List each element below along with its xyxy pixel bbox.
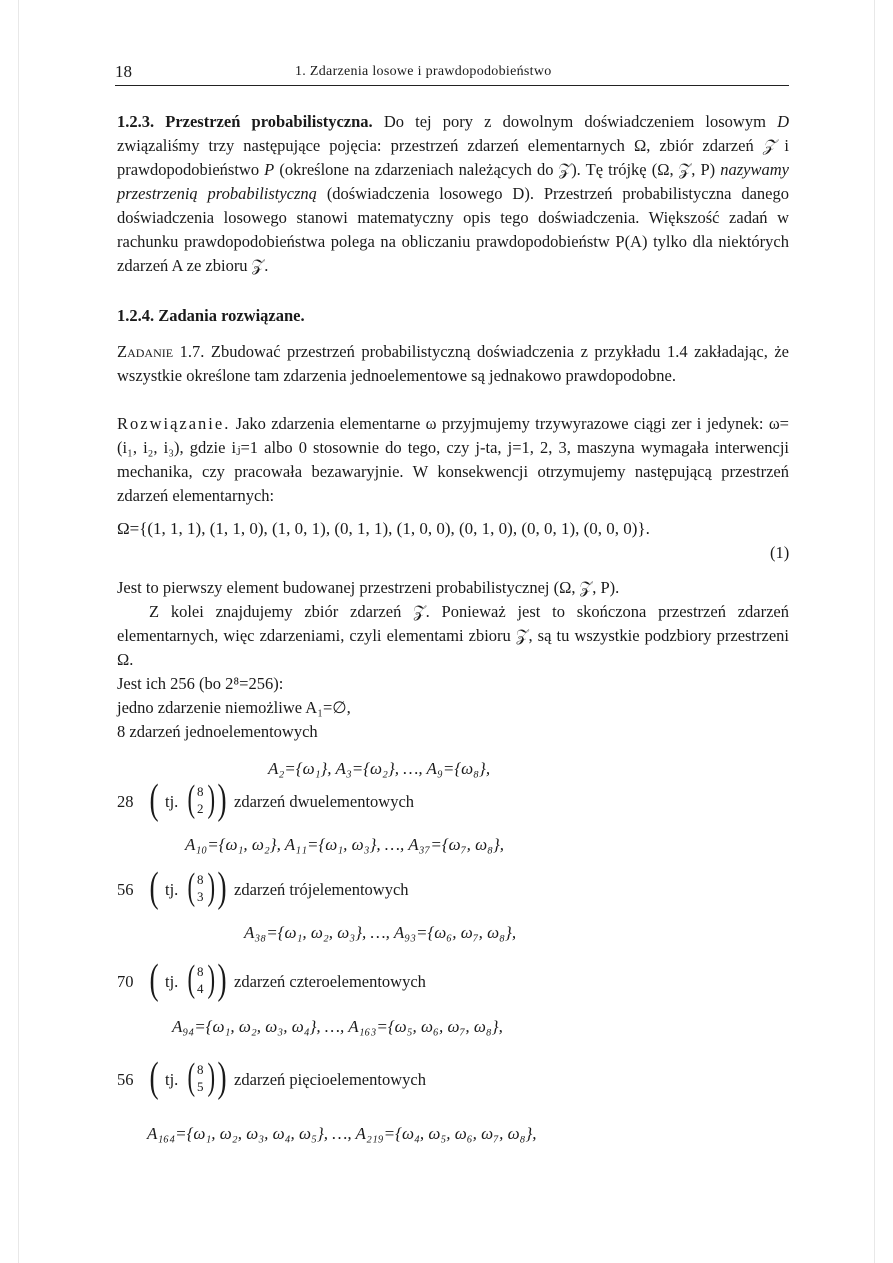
event-description: zdarzeń pięcioelementowych xyxy=(234,1070,426,1089)
formula-four-element: A₉₄={ω₁, ω₂, ω₃, ω₄}, …, A₁₆₃={ω₅, ω₆, ω₇, ω₈}, xyxy=(172,1017,503,1036)
zadanie-paragraph xyxy=(117,340,789,388)
section-heading-1-2-4: 1.2.4. Zadania rozwiązane. xyxy=(117,306,305,325)
left-paren: ( xyxy=(149,957,159,1003)
header-rule xyxy=(115,85,789,86)
binomial: ( 8 3 ) xyxy=(187,866,216,908)
formula-two-element: A₁₀={ω₁, ω₂}, A₁₁={ω₁, ω₃}, …, A₃₇={ω₇, ω₈}, xyxy=(185,835,505,854)
tj-text: tj. xyxy=(165,1070,179,1089)
one-element-events-line: 8 zdarzeń jednoelementowych xyxy=(117,722,318,741)
body-text: Do tej pory z dowolnym doświadczeniem losowym xyxy=(372,112,778,131)
tj-text: tj. xyxy=(165,792,179,811)
binom-n: 8 xyxy=(197,872,204,887)
page-edge-right xyxy=(874,0,875,1263)
italic-definition: nazywamy przestrzenią probabilistyczną xyxy=(117,160,789,203)
binomial: ( 8 5 ) xyxy=(187,1056,216,1098)
right-paren: ) xyxy=(217,777,227,823)
equation-1: Ω={(1, 1, 1), (1, 1, 0), (1, 0, 1), (0, 1, 1), (1, 0, 0), (0, 1, 0), (0, 0, 1), (0, 0, 0)}. xyxy=(117,519,650,538)
binom-k: 3 xyxy=(197,889,204,904)
zadanie-label: Zadanie xyxy=(117,342,174,361)
body-text: P xyxy=(264,160,275,179)
formula-one-element: A₂={ω₁}, A₃={ω₂}, …, A₉={ω₈}, xyxy=(268,759,491,778)
body-text: i prawdopodobieństwo xyxy=(117,136,789,179)
tj-text: tj. xyxy=(165,972,179,991)
body-text: D xyxy=(777,112,789,131)
binom-k: 5 xyxy=(197,1079,204,1094)
right-paren: ) xyxy=(217,957,227,1003)
paragraph-first-element: Jest to pierwszy element budowanej przestrzeni probabilistycznej (Ω, 𝒵, P). xyxy=(117,578,620,597)
section-1-2-3 xyxy=(117,110,789,278)
left-paren: ( xyxy=(149,1055,159,1101)
rozwiazanie-paragraph xyxy=(117,412,789,508)
body-text: 𝒵 xyxy=(762,136,776,155)
impossible-event-line: jedno zdarzenie niemożliwe A₁=∅, xyxy=(117,698,351,717)
binom-k: 2 xyxy=(197,801,204,816)
left-paren: ( xyxy=(149,777,159,823)
running-header xyxy=(115,60,789,84)
event-description: zdarzeń czteroelementowych xyxy=(234,972,426,991)
equation-number: (1) xyxy=(770,543,790,562)
event-count: 56 xyxy=(117,880,134,899)
body-text: Jako zdarzenia elementarne ω przyjmujemy trzywyrazowe ciągi zer i jedynek: ω=(i₁, i₂, i₃), gdzie iⱼ=1 albo 0 stosownie do tego, czy j-ta, j=1, 2, 3, maszyna wymagała interwencji mechanika, czy pracowała bezawaryjnie. W konsekwencji otrzymujemy następującą przestrzeń zdarzeń elementarnych: xyxy=(117,414,789,505)
body-text: (doświadczenia losowego D). Przestrzeń probabilistyczna danego doświadczenia losowego stanowi matematyczny opis tego doświadczenia. Większość zadań w rachunku prawdopodobieństwa polega na obliczaniu prawdopodobieństw P(A) tylko dla niektórych zdarzeń A ze zbioru 𝒵. xyxy=(117,184,789,275)
event-count: 70 xyxy=(117,972,134,991)
formula-five-element: A₁₆₄={ω₁, ω₂, ω₃, ω₄, ω₅}, …, A₂₁₉={ω₄, ω₅, ω₆, ω₇, ω₈}, xyxy=(147,1124,537,1143)
page-number: 18 xyxy=(115,62,132,81)
body-text: związaliśmy trzy następujące pojęcia: przestrzeń zdarzeń elementarnych Ω, zbiór zdarzeń xyxy=(117,136,763,155)
binom-n: 8 xyxy=(197,1062,204,1077)
event-count: 56 xyxy=(117,1070,134,1089)
section-heading: 1.2.3. Przestrzeń probabilistyczna. xyxy=(117,112,373,131)
running-title: 1. Zdarzenia losowe i prawdopodobieństwo xyxy=(295,64,552,79)
left-paren: ( xyxy=(149,865,159,911)
paragraph-event-set: Z kolei znajdujemy zbiór zdarzeń 𝒵. Ponieważ jest to skończona przestrzeń zdarzeń elementarnych, więc zdarzeniami, czyli elementami zbioru 𝒵, są tu wszystkie podzbiory przestrzeni Ω. xyxy=(117,602,789,669)
right-paren: ) xyxy=(217,1055,227,1101)
event-description: zdarzeń dwuelementowych xyxy=(234,792,415,811)
right-paren: ) xyxy=(217,865,227,911)
rozwiazanie-label: Rozwiązanie. xyxy=(117,414,231,433)
body-text: 1.7. Zbudować przestrzeń probabilistyczną doświadczenia z przykładu 1.4 zakładając, że wszystkie określone tam zdarzenia jednoelementowe są jednakowo prawdopodobne. xyxy=(117,342,789,385)
body-text: (określone na zdarzeniach należących do 𝒵). Tę trójkę (Ω, 𝒵, P) xyxy=(274,160,721,179)
count-line: Jest ich 256 (bo 2⁸=256): xyxy=(117,674,284,693)
formula-three-element: A₃₈={ω₁, ω₂, ω₃}, …, A₉₃={ω₆, ω₇, ω₈}, xyxy=(244,923,517,942)
binom-n: 8 xyxy=(197,964,204,979)
binomial: ( 8 2 ) xyxy=(187,778,216,820)
tj-text: tj. xyxy=(165,880,179,899)
event-description: zdarzeń trójelementowych xyxy=(234,880,409,899)
page-edge-left xyxy=(18,0,19,1263)
binom-n: 8 xyxy=(197,784,204,799)
binom-k: 4 xyxy=(197,981,204,996)
binomial: ( 8 4 ) xyxy=(187,958,216,1000)
event-count: 28 xyxy=(117,792,134,811)
